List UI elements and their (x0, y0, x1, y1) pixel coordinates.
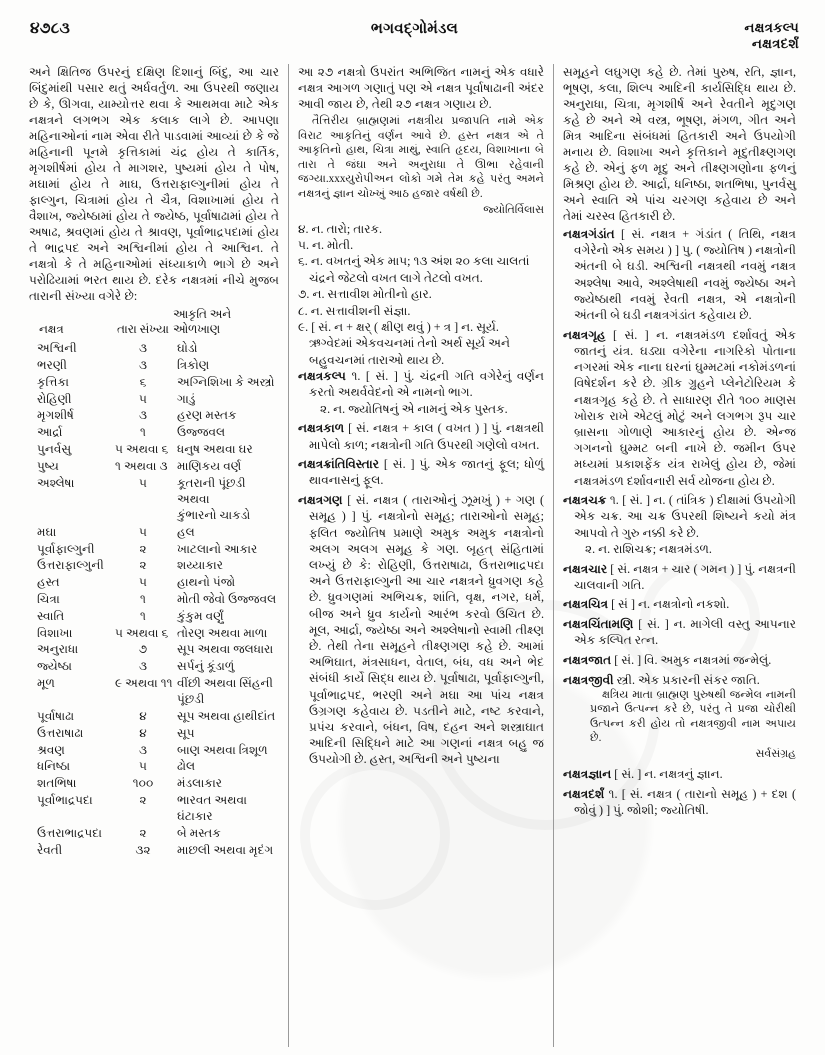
cell-shape-description: માછલી અથવા મૃદંગ (177, 842, 274, 857)
entry-definition: ૧. [ સં. ] ન. ( તાંત્રિક ) દીક્ષામાં ઉપયોગી એક ચક્ર. આ ચક્ર ઉપરથી શિષ્યને કયો મંત્ર આપવો તે ગુરુ નક્કી કરે છે. (574, 493, 796, 540)
cell-nakshatra-name: ધનિષ્ઠા (37, 759, 71, 774)
entry-definition: [ સં. નક્ષત્ર ( તારાઓનું ઝૂમખું ) + ગણ ( સમૂહ ) ] પું. નક્ષત્રોનો સમૂહ; તારાઓનો સમૂહ; ફલિત જ્યોતિષ પ્રમાણે અમુક અમુક નક્ષત્રોનો અલગ અલગ સમૂહ કે ગણ. બૃહત્ સંહિતામાં લખ્યું છે કે: રોહિણી, ઉત્તરાષાઢા, ઉત્તરાભાદ્રપદા અને ઉત્તરાફાલ્ગુની આ ચાર નક્ષત્રને ધ્રુવગણ કહે છે. ધ્રુવગણમાં અભિચક્ર, શાંતિ, વૃક્ષ, નગર, ધર્મ, બીજ અને ધ્રુવ કાર્યનો આરંભ કરવો ઉચિત છે. મૂલ, આર્દ્રા, જ્યેષ્ઠા અને અશ્લેષાનો સ્વામી તીક્ષ્ણ છે. તેથી તેના સમૂહને તીક્ષ્ણગણ કહે છે. આમાં અભિઘાત, મંત્રસાધન, વેતાલ, બંધ, વધ અને ભેદ સંબંધી કાર્યે સિદ્ધ થાય છે. પૂર્વાષાઢા, પૂર્વાફાલ્ગુની, પૂર્વાભાદ્રપદ, ભરણી અને મઘા આ પાંચ નક્ષત્ર ઉગ્રગણ કહેવાય છે. પડતીને માટે, નષ્ટ કરવાને, પ્રપંચ કરવાને, બંધન, વિષ, દહન અને શસ્ત્રાઘાત આદિની સિદ્ધિને માટે આ ગણનાં નક્ષત્ર બહુ જ ઉપયોગી છે. હસ્ત, અશ્વિની અને પુષ્યના (309, 493, 544, 767)
cell-star-count: ૩ (138, 408, 148, 423)
page-header (20, 14, 805, 62)
entry-sense: ૨. ન. જ્યોતિષનું એ નામનું એક પુસ્તક. (320, 401, 508, 416)
cell-star-count: ૪ (139, 725, 147, 740)
dictionary-entry (298, 492, 544, 767)
sense-number: ૫. (298, 237, 312, 252)
table-row (29, 792, 279, 825)
cell-nakshatra-name: શ્રવણ (37, 742, 65, 757)
cell-nakshatra-name: ઉત્તરાફાલ્ગુની (37, 558, 104, 573)
numbered-sense (298, 303, 544, 319)
cell-nakshatra-name: પુનર્વસુ (37, 442, 72, 457)
cell-nakshatra-name: પૂર્વાફાલ્ગુની (37, 541, 95, 556)
left-body-paragraph: અને ક્ષિતિજ ઉપરનું દક્ષિણ દિશાનું બિંદુ, આ ચાર બિંદુમાંથી પસાર થતું અર્ધવર્તુળ. આ ઉપરથી જણાય છે કે, ઊગવા, યામ્યોત્તર થવા કે આથમવા માટે એક નક્ષત્રને લગભગ એક કલાક લાગે છે. આપણા મહિનાઓનાં નામ એવા રીતે પાડવામાં આવ્યાં છે કે જે મહિનાની પૂનમે કૃત્તિકામાં ચંદ્ર હોય તે કાર્તિક, મૃગશીર્ષમાં હોય તે માગશર, પુષ્યમાં હોય તે પોષ, મઘામાં હોય તે માઘ, ઉત્તરાફાલ્ગુનીમાં હોય તે ફાલ્ગુન, ચિત્રામાં હોય તે ચૈત્ર, વિશાખામાં હોય તે વૈશાખ, જ્યેષ્ઠામાં હોય તે જ્યેષ્ઠ, પૂર્વાષાઢામાં હોય તે અષાઢ, શ્રવણમાં હોય તે શ્રાવણ, પૂર્વાભાદ્રપદામાં હોય તે ભાદ્રપદ અને અશ્વિનીમાં હોય તે આશ્વિન. તે નક્ષત્રો કે તે મહિનાઓમાં સંધ્યાકાળે ભાગે છે અને પરોઢિયામાં ભરત થાય છે. દરેક નક્ષત્રમાં નીચે મુજબ તારાની સંખ્યા વગેરે છે: (29, 65, 279, 303)
dictionary-entry (563, 596, 796, 612)
nakshatra-table (29, 307, 279, 858)
cell-star-count: ૪ (139, 709, 147, 724)
cell-shape-description: માણિકય વર્ણ (177, 458, 242, 473)
entry-headword: નક્ષત્રક્રાંતિવિસ્તાર (298, 457, 379, 472)
cell-star-count: ૫ (139, 475, 147, 490)
cell-nakshatra-name: આર્દ્રા (37, 425, 63, 440)
cell-shape-description-continued: કુંભારનો ચાકડો (177, 508, 251, 523)
cell-nakshatra-name: જ્યેષ્ઠા (37, 659, 72, 674)
column-header-nakshatra: નક્ષત્ર (39, 322, 64, 336)
entry-headword: નક્ષત્રજાત (563, 653, 612, 668)
cell-star-count: ૧ (140, 592, 146, 607)
cell-star-count: ૨ (139, 793, 147, 808)
page-number: ૪૭૮૩ (30, 20, 71, 37)
entry-definition: સ્ત્રી. એક પ્રકારની સંકર જાતિ. (613, 672, 760, 687)
cell-star-count: ૩ (138, 742, 148, 757)
cell-nakshatra-name: પૂર્વાષાઢા (37, 709, 75, 724)
cell-nakshatra-name: પૂર્વાભાદ્રપદા (37, 793, 93, 808)
entry-headword: નક્ષત્રકલ્પ (298, 369, 346, 384)
cell-shape-description: મંડલાકાર (177, 776, 223, 791)
cell-nakshatra-name: ભરણી (37, 358, 67, 373)
numbered-sense (298, 221, 544, 237)
table-row (29, 441, 279, 458)
cell-star-count: ૩ (138, 358, 148, 373)
entry-headword: નક્ષત્રજ્ઞાન (563, 766, 612, 781)
table-row (29, 424, 279, 441)
numbered-sense (298, 253, 544, 286)
entry-headword: નક્ષત્રગણ (298, 493, 343, 508)
table-row (29, 557, 279, 574)
sense-text: ન. તારો; તારક. (311, 221, 383, 236)
entry-definition: [ સં. નક્ષત્ર + ગંડાંત ( તિથિ, નક્ષત્ર વગેરેનો એક સમય ) ] પુ. ( જ્યોતિષ ) નક્ષત્રોની અંતની બે ઘડી. અશ્વિની નક્ષત્રથી નવમું નક્ષત્ર અશ્લેષા આવે, અશ્લેષાથી નવમું જ્યેષ્ઠા અને જ્યેષ્ઠાથી નવમું રેવતી નક્ષત્ર, એ નક્ષત્રોની અંતની બે ઘડી નક્ષત્રગંડાંત કહેવાય છે. (574, 227, 796, 323)
sense-number: ૯. (298, 320, 312, 334)
right-column (554, 64, 805, 1047)
numbered-sense (298, 237, 544, 253)
entry-definition: [ સં. ] વિ. અમુક નક્ષત્રમાં જન્મેલું. (611, 653, 772, 668)
table-row (29, 641, 279, 658)
cell-nakshatra-name: મૃગશીર્ષ (37, 408, 74, 423)
cell-star-count: ૩૨ (135, 842, 151, 857)
table-row (29, 340, 279, 357)
cell-shape-description: મોતી જેવો ઉજ્જવલ (177, 592, 277, 607)
dictionary-entry (563, 226, 796, 323)
cell-nakshatra-name: ઉત્તરાભાદ્રપદા (37, 826, 102, 841)
dictionary-entry (298, 368, 544, 417)
cell-nakshatra-name: રોહિણી (37, 391, 72, 406)
entry-definition: ૧. [ સં. ] પું. ચંદ્રની ગતિ વગેરેનું વર્ણન કરતો અથર્વવેદનો એ નામનો ભાગ. (309, 369, 544, 400)
entry-definition: [ સં. ] ન. નક્ષત્રમંડળ દર્શાવતું એક જાતનું યંત્ર. ઘડ્યા વગેરેના નાગરિકો પોતાના નગરમાં એક નાના ઘરનાં ઘુમ્મટમાં નકોમંડળનાં વિષેદર્શન કરે છે. ગ્રીક ગ્રુહને પ્લેનેટોરિયમ કે નક્ષત્રગૃહ કહે છે. તે સાધારણ રીતે ૧૦૦ માણસ ખોરાક રાખે એટલું મોટું અને લગભગ રૂપ ચાર બ્રાસના ગોળાણે આકારનું હોય છે. એન્જ ગગનનો ઘુમ્મટ બની નાખે છે. જમીન ઉપર મધ્યમાં પ્રકાશફેંક યંત્ર રાખેલું હોય છે, જેમાં નક્ષત્રમંડળ દર્શાવનારી સર્વ યોજના હોય છે. (574, 327, 796, 488)
sense-text: ન. સત્તાવીશ મોતીનો હાર. (312, 287, 432, 302)
cell-shape-description: ઉજ્જવલ (177, 425, 226, 440)
dictionary-entry (563, 652, 796, 668)
dictionary-entry (563, 766, 796, 782)
middle-attribution: જ્યોતિર્વિલાસ (483, 203, 544, 216)
dictionary-entry (563, 492, 796, 557)
table-row (29, 708, 279, 725)
right-entry-list (563, 226, 796, 818)
cell-shape-description: તોરણ અથવા માળા (177, 625, 268, 640)
table-row (29, 608, 279, 625)
cell-star-count: ૨ (139, 826, 147, 841)
table-row (29, 357, 279, 374)
cell-shape-description: શય્યાકાર (177, 558, 223, 573)
cell-star-count: ૫ (139, 391, 147, 406)
cell-shape-description: બાણ અથવા ત્રિશૂળ (177, 742, 268, 757)
book-title: ભગવદ્ગોમંડલ (370, 21, 459, 37)
numbered-sense (298, 319, 544, 368)
entry-headword: નક્ષત્રગંડાંત (563, 227, 615, 241)
dictionary-entry (563, 561, 796, 593)
dictionary-entry (563, 786, 796, 818)
cell-star-count: ૭ (138, 642, 148, 657)
entry-headword: નક્ષત્રચક્ર (563, 493, 607, 508)
entry-sense: ૨. ન. રાશિચક્ર; નક્ષત્રમંડળ. (585, 541, 712, 556)
right-continuation-paragraph: સમૂહને લઘુગણ કહે છે. તેમાં પુરુષ, રતિ, જ્ઞાન, ભૂષણ, કલા, શિલ્પ આદિની કાર્યસિદ્ધિ થાય છે. અનુરાધા, ચિત્રા, મૃગશીર્ષ અને રેવતીને મૃદુગણ કહે છે અને એ વસ્ત્ર, ભૂષણ, મંગળ, ગીત અને મિત્ર આદિના સંબંધમાં હિતકારી અને ઉપયોગી મનાય છે. વિશાખા અને કૃત્તિકાને મૃદુતીક્ષ્ણગણ કહે છે. એનું ફળ મૃદુ અને તીક્ષ્ણગણોના ફળનું મિશ્રણ હોય છે. આર્દ્રા, ધનિષ્ઠા, શતભિષા, પુનર્વસુ અને સ્વાતિ એ પાંચ ચરગણ કહેવાય છે અને તેમાં ચરસ્વ હિતકારી છે. (563, 65, 796, 223)
entry-definition: ૧. [ સં. નક્ષત્ર ( તારાનો સમૂહ ) + દશ ( જોવું ) ] પું. જોશી; જ્યોતિષી. (574, 786, 796, 817)
entry-attribution: સર્વસંગ્રહ (755, 747, 796, 760)
cell-star-count: ૧ અથવા ૩ (115, 458, 168, 473)
entry-headword: નક્ષત્રકાળ (298, 421, 345, 436)
cell-nakshatra-name: અશ્વિની (37, 341, 77, 356)
entry-definition: [ સં. ] ન. માગેલી વસ્તુ આપનાર એક કલ્પિત રત્ન. (574, 617, 796, 648)
entry-headword: નક્ષત્રગૃહ (563, 327, 606, 342)
cell-star-count: ૫ (139, 575, 147, 590)
entry-definition: [ સં. નક્ષત્ર + ચાર ( ગમન ) ] પું. નક્ષત્રની ચાલવાની ગતિ. (574, 561, 796, 592)
entry-definition: [ સં ] ન. નક્ષત્રોનો નકશો. (608, 597, 730, 612)
column-header-star-count: તારા સંખ્યા (117, 322, 169, 336)
table-row (29, 725, 279, 742)
cell-star-count: ૫ (139, 524, 147, 539)
table-row (29, 658, 279, 675)
cell-star-count: ૫ (139, 759, 147, 774)
middle-entry-list (298, 368, 544, 767)
cell-nakshatra-name: કૃત્તિકા (37, 374, 70, 389)
entry-headword: નક્ષત્રચિત્ર (563, 597, 609, 612)
cell-shape-description: ઘોડો (177, 341, 198, 356)
cell-shape-description: ગાડું (177, 391, 196, 406)
table-row (29, 842, 279, 859)
cell-nakshatra-name: પુષ્ય (37, 458, 59, 473)
cell-nakshatra-name: અશ્લેષા (37, 475, 75, 490)
entry-headword: નક્ષત્રજીવી (563, 672, 614, 687)
cell-shape-description: બે મસ્તક (177, 826, 221, 841)
dictionary-entry (563, 616, 796, 648)
table-row (29, 458, 279, 475)
table-row (29, 524, 279, 541)
numbered-sense-list (298, 221, 544, 369)
entry-definition: [ સં. ] ન. નક્ષત્રનું જ્ઞાન. (611, 766, 723, 781)
dictionary-entry (563, 672, 796, 762)
entry-definition: [ સં. ] પું. એક જાતનું ફૂલ; ધોળું થાવનાસનું ફૂલ. (309, 457, 544, 488)
cell-nakshatra-name: ચિત્રા (37, 592, 60, 607)
cell-star-count: ૧ (140, 425, 146, 440)
cell-shape-description: ખાટલાનો આકાર (177, 541, 258, 556)
cell-star-count: ૧ (140, 608, 146, 623)
cell-nakshatra-name: ઉત્તરાષાઢા (37, 725, 84, 740)
cell-shape-description: ધનુષ અથવા ઘર (177, 442, 253, 457)
sense-number: ૬. (298, 254, 311, 269)
left-column (20, 64, 288, 1047)
cell-shape-description: ત્રિકોણ (177, 358, 210, 373)
nakshatra-table-body (29, 340, 279, 858)
entry-headword: નક્ષત્રદર્શં (563, 786, 605, 801)
entry-headword: નક્ષત્રચિંતામણિ (563, 617, 634, 632)
table-row (29, 775, 279, 792)
guide-word-top: નક્ષત્રકલ્પ (744, 20, 799, 35)
cell-nakshatra-name: અનુરાધા (37, 642, 79, 657)
guide-words (649, 20, 799, 51)
cell-nakshatra-name: વિશાખા (37, 625, 73, 640)
sense-number: ૭. (298, 287, 313, 302)
table-row (29, 390, 279, 407)
sense-number: ૪. (298, 221, 312, 236)
table-row (29, 624, 279, 641)
cell-star-count: ૩ (138, 341, 148, 356)
sense-text: [ સં. ન + ક્ષર્ ( ક્ષીણ થવું ) + ત્ર ] ન. સૂર્ય. ઋગ્વેદમાં એકવચનમાં તેનો અર્થ સૂર્ય અને બહુવચનમાં તારાઓ થાય છે. (309, 320, 511, 367)
guide-word-bottom: નક્ષત્રદર્શં (751, 35, 799, 51)
sense-text: ન. મોતી. (312, 237, 354, 252)
table-row (29, 474, 279, 523)
cell-shape-description: ભારવત અથવા ઘંટાકાર (177, 793, 247, 824)
cell-shape-description: હલ (177, 524, 195, 539)
cell-shape-description: અગ્નિશિખા કે અસ્ત્રો (177, 374, 275, 389)
cell-shape-description: સૂપ અથવા હાથીદાંત (177, 709, 276, 724)
column-header-shape: આકૃતિ અને ઓળખાણ (173, 307, 232, 336)
cell-star-count: ૯ અથવા ૧૧ (115, 676, 173, 691)
cell-shape-description: હાથનો પંજો (177, 575, 236, 590)
dictionary-entry (298, 420, 544, 452)
cell-nakshatra-name: મઘા (37, 524, 57, 539)
dictionary-entry (563, 327, 796, 489)
table-row (29, 540, 279, 557)
table-row (29, 825, 279, 842)
cell-shape-description-continued: પૂંછડી (177, 692, 205, 707)
sense-text: ન. સત્તાવીશની સંજ્ઞા. (310, 303, 411, 318)
entry-note: ક્ષત્રિય માતા બ્રાહ્મણ પુરુષથી જન્મેલ નામની પ્રજાને ઉત્પન્ન કરે છે, પરંતુ તે પ્રજા ચોરીથી ઉત્પન્ન કરી હોય તો નક્ષત્રજીવી નામ અપાય છે. (590, 688, 796, 745)
table-row (29, 675, 279, 708)
sense-text: ન. વખતનું એક માપ; ૧૩ અંશ ૨૦ કલા ચાલતાં ચંદ્રને જેટલો વખત લાગે તેટલો વખત. (309, 254, 530, 285)
cell-nakshatra-name: હસ્ત (37, 575, 60, 590)
table-row (29, 591, 279, 608)
table-row (29, 574, 279, 591)
cell-star-count: ૧૦૦ (132, 776, 154, 791)
middle-paragraph-2: તૈત્તિરીય બ્રાહ્મણમાં નક્ષત્રીય પ્રજાપતિ નામે એક વિરાટ આકૃતિનું વર્ણન આવે છે. હસ્ત નક્ષત્ર એ તે આકૃતિનો હાથ, ચિત્રા માથું, સ્વાતિ હૃદય, વિશાખાના બે તારા તે જંઘા અને અનુરાધા તે ઊભા રહેવાની જગ્યા.xxxયુરોપીઅન લોકો ગમે તેમ કહે પરંતુ અમને નક્ષત્રનું જ્ઞાન ચોખ્ખું આઠ હજાર વર્ષથી છે. (298, 115, 544, 200)
middle-column (288, 64, 554, 1047)
cell-nakshatra-name: શતભિષા (37, 776, 77, 791)
entry-headword: નક્ષત્રચાર (563, 561, 608, 576)
cell-shape-description: કુંકુમ વર્ણું (177, 608, 224, 623)
entry-definition: [ સં. નક્ષત્ર + કાલ ( વખત ) ] પું. નક્ષત્રથી માપેલો કાળ; નક્ષત્રોની ગતિ ઉપરથી ગણેલો વખત. (309, 421, 544, 452)
cell-star-count: ૬ (139, 374, 147, 389)
cell-star-count: ૨ (139, 541, 147, 556)
cell-star-count: ૫ અથવા ૬ (115, 442, 169, 457)
table-row (29, 374, 279, 391)
cell-shape-description: સૂપ (177, 725, 195, 740)
cell-shape-description: વીંછી અથવા સિંહની પૂંછડી (177, 676, 273, 707)
page-columns (20, 62, 805, 1047)
cell-shape-description: સૂપ અથવા જલધારા (177, 642, 274, 657)
cell-nakshatra-name: સ્વાતિ (37, 608, 65, 623)
table-row (29, 741, 279, 758)
cell-shape-description: સર્પનું કૂંડાળું (177, 659, 235, 674)
table-row (29, 758, 279, 775)
cell-shape-description: ઢોલ (177, 759, 196, 774)
cell-nakshatra-name: રેવતી (37, 842, 63, 857)
cell-shape-description: કૂતરાની પૂંછડી અથવા કુંભારનો ચાકડો (177, 475, 251, 523)
dictionary-entry (298, 456, 544, 488)
middle-paragraph-1: આ ૨૭ નક્ષત્રો ઉપરાંત અભિજિત નામનું એક વધારે નક્ષત્ર આગળ ગણાતું પણ એ નક્ષત્ર પૂર્વાષાઢાની અંદર આવી જાય છે, તેથી ૨૭ નક્ષત્ર ગણાય છે. (298, 65, 544, 111)
numbered-sense (298, 286, 544, 302)
cell-shape-description: હરણ મસ્તક (177, 408, 237, 423)
table-header-row (29, 307, 279, 340)
cell-star-count: ૩ (138, 659, 148, 674)
sense-number: ૮. (298, 303, 311, 318)
cell-star-count: ૫ અથવા ૬ (115, 625, 169, 640)
table-row (29, 407, 279, 424)
cell-star-count: ૨ (139, 558, 147, 573)
cell-nakshatra-name: મૂળ (37, 676, 55, 691)
